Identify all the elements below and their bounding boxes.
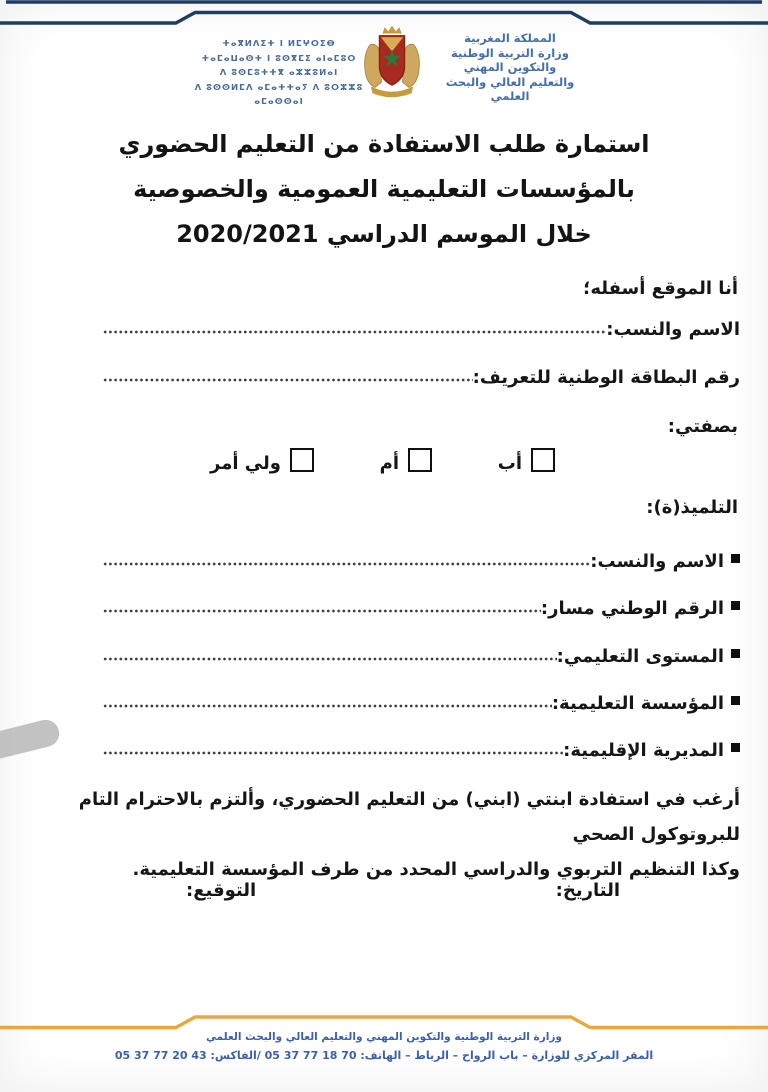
- footer-ministry-line: وزارة التربية الوطنية والتكوين المهني والتعليم العالي والبحث العلمي: [206, 1031, 562, 1043]
- guardian-checkbox[interactable]: [290, 448, 314, 472]
- square-bullet-icon: [731, 743, 740, 752]
- signature-label: التوقيع:: [186, 880, 257, 901]
- square-bullet-icon: [731, 554, 740, 563]
- guardian-name-input-line[interactable]: [103, 327, 606, 337]
- morocco-coat-of-arms-icon: [360, 24, 424, 98]
- massar-code-label: الرقم الوطني مسار:: [540, 598, 724, 619]
- commitment-line1: أرغب في استفادة ابنتي (ابني) من التعليم الحضوري، وألتزم بالاحترام التام للبروتوكول الصحي: [78, 789, 740, 845]
- school-name-input-line[interactable]: [103, 701, 552, 711]
- student-name-row: [103, 551, 740, 572]
- ministry-line: والتعليم العالي والبحث العلمي: [445, 74, 575, 103]
- guardian-label: ولي أمر: [210, 452, 281, 474]
- ministry-name-tifinagh: [193, 37, 365, 110]
- undersigned-intro: أنا الموقع أسفله؛: [583, 278, 738, 299]
- tifinagh-line: ⵜⴰⵎⴰⵡⴰⵙⵜ ⵏ ⵓⵙⴳⵎⵉ ⴰⵏⴰⵎⵓⵔ: [201, 53, 357, 64]
- footer-address-line: [0, 1049, 768, 1062]
- father-label: أب: [497, 452, 522, 474]
- provincial-directorate-label: المديرية الإقليمية:: [563, 740, 724, 761]
- guardian-name-row: [103, 319, 740, 340]
- ministry-line: وزارة التربية الوطنية: [451, 45, 569, 60]
- capacity-label: بصفتي:: [667, 416, 738, 437]
- date-label: التاريخ:: [555, 880, 620, 901]
- footer-fax-text: /الفاكس:: [206, 1049, 265, 1062]
- provincial-directorate-input-line[interactable]: [103, 748, 563, 758]
- school-level-row: [103, 646, 740, 667]
- commitment-paragraph: [60, 782, 740, 887]
- student-name-label: الاسم والنسب:: [590, 551, 724, 572]
- capacity-options-row: [210, 451, 555, 475]
- footer-fax-number: 05 37 77 20 43: [114, 1049, 207, 1062]
- mother-checkbox[interactable]: [408, 448, 432, 472]
- national-id-input-line[interactable]: [103, 375, 473, 385]
- father-checkbox[interactable]: [531, 448, 555, 472]
- form-title-line2: بالمؤسسات التعليمية العمومية والخصوصية: [133, 175, 635, 203]
- massar-code-row: [103, 598, 740, 619]
- school-level-input-line[interactable]: [103, 654, 557, 664]
- ministry-line: والتكوين المهني: [463, 60, 557, 74]
- national-id-row: [103, 367, 740, 388]
- school-name-label: المؤسسة التعليمية:: [551, 693, 724, 714]
- square-bullet-icon: [731, 601, 740, 610]
- massar-code-input-line[interactable]: [103, 606, 541, 616]
- footer-address-text: المقر المركزي للوزارة – باب الرواح – الرباط – الهاتف:: [356, 1049, 654, 1062]
- mother-label: أم: [379, 452, 400, 474]
- capacity-option-mother[interactable]: [380, 451, 432, 475]
- national-id-label: رقم البطاقة الوطنية للتعريف:: [472, 367, 740, 388]
- ministry-line: المملكة المغربية: [464, 31, 556, 45]
- scan-smudge-artifact: [0, 717, 62, 764]
- provincial-directorate-row: [103, 740, 740, 761]
- capacity-option-guardian[interactable]: [210, 451, 314, 475]
- square-bullet-icon: [731, 649, 740, 658]
- capacity-option-father[interactable]: [498, 451, 555, 475]
- student-section-label: التلميذ(ة):: [646, 497, 738, 518]
- footer-phone-number: 05 37 77 18 70: [264, 1049, 357, 1062]
- tifinagh-line: ⴷ ⵓⵙⵙⵍⵎⴷ ⴰⵎⴰⵜⵜⴰⵢ ⴷ ⵓⵔⵣⵣⵓ ⴰⵎⴰⵙⵙⴰⵏ: [194, 82, 364, 107]
- commitment-line2: وكذا التنظيم التربوي والدراسي المحدد من طرف المؤسسة التعليمية.: [132, 859, 740, 880]
- form-title: [0, 122, 768, 257]
- school-name-row: [103, 693, 740, 714]
- square-bullet-icon: [731, 696, 740, 705]
- guardian-name-label: الاسم والنسب:: [606, 319, 740, 340]
- tifinagh-line: ⴷ ⵓⵙⵎⵓⵜⵜⴳ ⴰⵣⵣⵓⵍⴰⵏ: [219, 68, 339, 78]
- form-title-line3: خلال الموسم الدراسي 2020/2021: [176, 220, 592, 248]
- tifinagh-line: ⵜⴰⴳⵍⴷⵉⵜ ⵏ ⵍⵎⵖⵔⵉⴱ: [222, 39, 336, 49]
- student-name-input-line[interactable]: [103, 559, 590, 569]
- school-year: 2020/2021: [176, 220, 319, 248]
- ministry-name-arabic: [425, 31, 595, 104]
- school-level-label: المستوى التعليمي:: [556, 646, 724, 667]
- form-title-line1: استمارة طلب الاستفادة من التعليم الحضوري: [118, 130, 650, 158]
